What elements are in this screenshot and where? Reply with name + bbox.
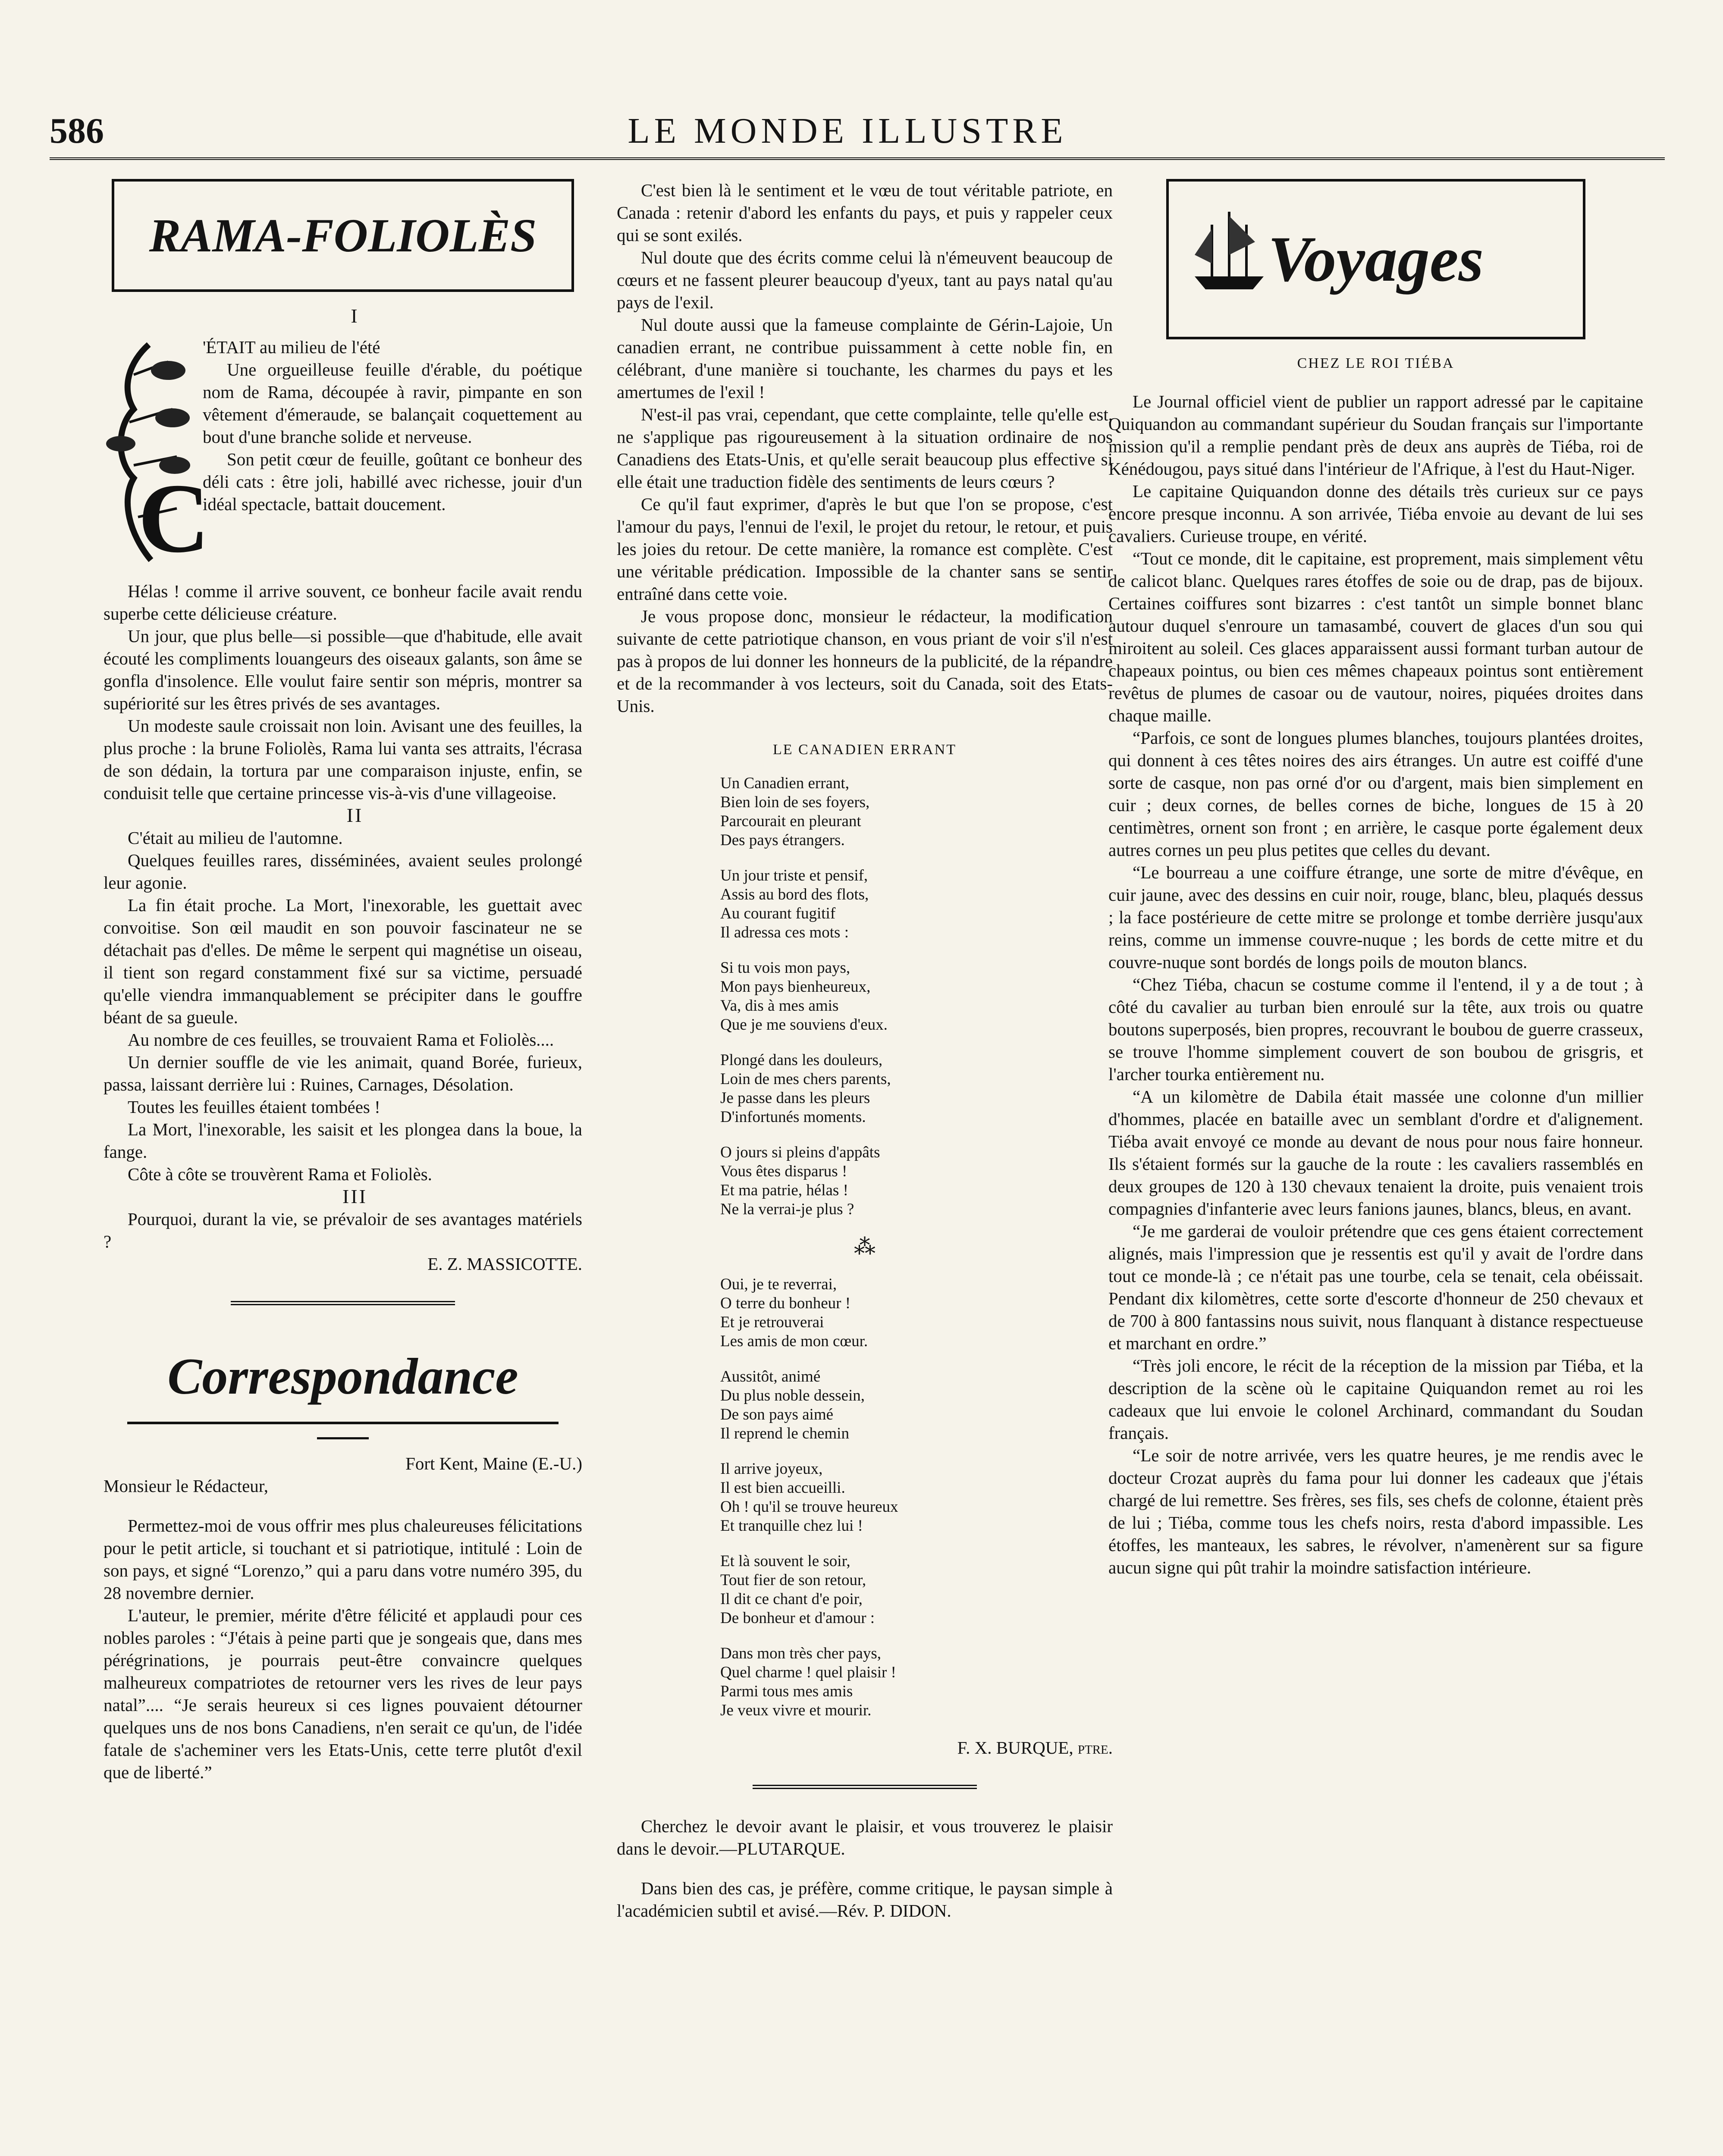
paragraph: L'auteur, le premier, mérite d'être félicité et applaudi pour ces nobles paroles : “J'étais à peine parti que je songeais que, dans mes pérégrinations, je pourrais peut-être convaincre quelques malheureux compatriotes de retourner vers les rives de leur pays natal”.... “Je serais heureux si ces lignes pouvaient détourner quelques uns de nos bons Canadiens, n'en serait ce qu'un, de l'idée fatale de s'acheminer vers les Etats-Unis, cette terre plutôt d'exil que de liberté.” [104, 1605, 582, 1782]
poem-stanza [720, 1275, 1113, 1351]
paragraph: “Très joli encore, le récit de la réception de la mission par Tiéba, et la description de la scène où le capitaine Quiquandon remet au roi les cadeaux que lui envoie le colonel Archinard, commandant du Soudan français. [1108, 1356, 1643, 1443]
paragraph: Nul doute que des écrits comme celui là n'émeuvent beaucoup de cœurs et ne fassent pleurer beaucoup d'yeux, tant au pays natal qu'au pays de l'exil. [617, 248, 1113, 312]
poem-line: Et je retrouverai [720, 1313, 824, 1331]
masthead: LE MONDE ILLUSTRE [628, 111, 1067, 151]
poem-line: D'infortunés moments. [720, 1108, 866, 1126]
header-rule [50, 157, 1665, 160]
paragraph: Une orgueilleuse feuille d'érable, du poétique nom de Rama, découpée à ravir, pimpante en son vêtement d'émeraude, se balançait coquettement au bout d'une branche solide et nerveuse. [203, 360, 582, 447]
voyages-title: Voyages [1268, 223, 1484, 295]
asterism-divider: ⁂ [854, 1235, 876, 1259]
poem-line: Parmi tous mes amis [720, 1683, 853, 1700]
paragraph: “Le soir de notre arrivée, vers les quatre heures, je me rendis avec le docteur Crozat auprès du fama pour lui donner les cadeaux que j'étais chargé de lui remettre. Ses frères, ses fils, ses chefs de colonne, étaient près de lui ; Tiéba, comme tous les chefs noirs, resta d'abord impassible. Les étoffes, les manteaux, les sabres, le révolver, n'amenèrent sur sa figure aucun signe qui pût trahir la moindre satisfaction intérieure. [1108, 1445, 1643, 1577]
poem-line: Si tu vois mon pays, [720, 959, 851, 977]
poem-line: Oh ! qu'il se trouve heureux [720, 1498, 898, 1516]
poem-line: Aussitôt, animé [720, 1368, 821, 1385]
paragraph: Toutes les feuilles étaient tombées ! [128, 1097, 380, 1117]
poem-line: Au courant fugitif [720, 905, 836, 922]
poem-line: Il adressa ces mots : [720, 924, 849, 941]
svg-text:C: C [138, 463, 210, 573]
section-divider [231, 1301, 455, 1305]
poem-line: De son pays aimé [720, 1406, 834, 1423]
voyages-banner [1166, 179, 1585, 339]
poem-stanza [720, 1051, 1113, 1127]
poem-line: Il est bien accueilli. [720, 1479, 845, 1497]
poem-line: Du plus noble dessein, [720, 1387, 865, 1404]
drop-cap-text [203, 336, 582, 577]
poem-title: LE CANADIEN ERRANT [772, 742, 957, 758]
paragraph: Hélas ! comme il arrive souvent, ce bonheur facile avait rendu superbe cette délicieuse créature. [104, 581, 582, 624]
paragraph: Je vous propose donc, monsieur le rédacteur, la modification suivante de cette patriotique chanson, en vous priant de voir s'il n'est pas à propos de lui donner les honneurs de la publicité, de la répandre et de la recommander à vos lecteurs, soit du Canada, soit des Etats-Unis. [617, 606, 1113, 716]
paragraph: “A un kilomètre de Dabila était massée une colonne d'un millier d'hommes, placée en bataille avec un semblant d'ordre et d'alignement. Tiéba avait envoyé ce monde au devant de nous pour nous faire honneur. Ils s'étaient formés sur la gauche de la route : les cavaliers rassemblés en deux groupes de 120 à 130 chevaux tenaient la droite, puis venaient trois compagnies d'infanterie avec leurs fanions jaunes, blancs, bleus, en avant. [1108, 1087, 1643, 1219]
poem-line: Un jour triste et pensif, [720, 867, 868, 884]
poem-line: Et ma patrie, hélas ! [720, 1181, 848, 1199]
poem-line: Oui, je te reverrai, [720, 1275, 837, 1293]
paragraph: “Chez Tiéba, chacun se costume comme il l'entend, il y a de tout ; à côté du cavalier au turban bien enroulé sur la tête, aux trois ou quatre boutons superposés, bien propres, recouvrant le boubou de guerre crasseux, se trouve l'homme simplement couvert de son boubou de grisgris, et l'archer tourka entièrement nu. [1108, 975, 1643, 1084]
column-1 [104, 179, 582, 1783]
correspondance-banner: Correspondance [127, 1331, 559, 1424]
section-numeral: II [346, 804, 364, 826]
paragraph: “Je me garderai de vouloir prétendre que ces gens étaient correctement alignés, mais l'impression que je ressentis est qu'il y avait de l'ordre dans tout ce monde-là ; ce n'était pas une tourbe, cela se tenait, cela obéissait. Pendant dix kilomètres, cette sorte d'escorte d'honneur de 250 chevaux et de 700 à 800 fantassins nous suivit, nous flanquant à distance respectueuse et marchant en ordre.” [1108, 1221, 1643, 1353]
poem-stanza [720, 774, 1113, 850]
poem-line: De bonheur et d'amour : [720, 1609, 875, 1627]
quotation: Dans bien des cas, je préfère, comme critique, le paysan simple à l'académicien subtil et avisé.—Rév. P. DIDON. [617, 1878, 1113, 1921]
paragraph: “Tout ce monde, dit le capitaine, est proprement, mais simplement vêtu de calicot blanc. Quelques rares étoffes de soie ou de drap, pas de bijoux. Certaines coiffures sont bizarres : c'est tantôt un simple bonnet blanc autour duquel s'enroure un tamasambé, couvert de glaces d'un sou qui miroitent au soleil. Ces glaces apparaissent aussi formant turban autour de chapeaux pointus, ou bien ces mêmes chapeaux pointus sont entièrement revêtus de plumes de casoar ou de vautour, noires, piquées droites dans chaque maille. [1108, 548, 1643, 725]
paragraph: Côte à côte se trouvèrent Rama et Foliolès. [128, 1164, 432, 1184]
paragraph: Permettez-moi de vous offrir mes plus chaleureuses félicitations pour le petit article, si touchant et si patriotique, intitulé : Loin de son pays, et signé “Lorenzo,” qui a paru dans votre numéro 395, du 28 novembre dernier. [104, 1516, 582, 1603]
poem-line: Va, dis à mes amis [720, 997, 839, 1015]
paragraph: Un jour, que plus belle—si possible—que d'habitude, elle avait écouté les compliments louangeurs des oiseaux galants, son âme se gonfla d'insolence. Elle voulut faire sentir son mépris, montrer sa supériorité sur les êtres privés de ses avantages. [104, 626, 582, 713]
paragraph: Un modeste saule croissait non loin. Avisant une des feuilles, la plus proche : la brune Foliolès, Rama lui vanta ses attraits, l'écrasa de son dédain, la tortura par une comparaison injuste, enfin, se conduisit telle que certaine princesse vis-à-vis d'une villageoise. [104, 716, 582, 803]
page-header [50, 110, 1645, 157]
author-signature: F. X. BURQUE, ptre. [957, 1738, 1113, 1758]
spacer [104, 1497, 582, 1514]
paragraph: N'est-il pas vrai, cependant, que cette complainte, telle qu'elle est, ne s'applique pas rigoureusement à la situation ordinaire de nos Canadiens des Etats-Unis, et qu'elle serait beaucoup plus effective si elle était une traduction fidèle des sentiments de leurs cœurs ? [617, 404, 1113, 492]
paragraph: La Mort, l'inexorable, les saisit et les plongea dans la boue, la fange. [104, 1119, 582, 1162]
poem-line: Vous êtes disparus ! [720, 1163, 847, 1180]
paragraph: La fin était proche. La Mort, l'inexorable, les guettait avec convoitise. Son œil maudit en son pouvoir fascinateur ne se détachait pas d'elles. De même le serpent qui magnétise un oiseau, il tient son regard constamment fixé sur sa victime, persuadé qu'elle viendra immanquablement se précipiter dans le gouffre béant de sa gueule. [104, 895, 582, 1027]
poem-line: Des pays étrangers. [720, 831, 845, 849]
salutation: Monsieur le Rédacteur, [104, 1476, 269, 1496]
poem-line: Un Canadien errant, [720, 774, 849, 792]
paragraph: Ce qu'il faut exprimer, d'après le but que l'on se propose, c'est l'amour du pays, l'ennui de l'exil, le projet du retour, le retour, et puis les joies du retour. De cette manière, la romance est complète. C'est une véritable prédication. Impossible de la chanter sans se sentir entraîné dans cette voie. [617, 494, 1113, 604]
section-numeral: III [342, 1185, 367, 1207]
leaf-dropcap-icon [104, 336, 210, 577]
spacer [617, 1860, 1113, 1877]
article-subhead: CHEZ LE ROI TIÉBA [1297, 355, 1455, 371]
paragraph: C'était au milieu de l'automne. [128, 828, 343, 848]
poem-stanza [720, 1143, 1113, 1219]
poem-line: Quel charme ! quel plaisir ! [720, 1664, 896, 1681]
poem-stanza [720, 959, 1113, 1034]
poem-line: Que je me souviens d'eux. [720, 1016, 888, 1034]
drop-cap-block [104, 336, 582, 577]
quotation: Cherchez le devoir avant le plaisir, et vous trouverez le plaisir dans le devoir.—PLUTARQUE. [617, 1816, 1113, 1858]
poem-stanza [720, 1367, 1113, 1443]
poem-line: Et tranquille chez lui ! [720, 1517, 863, 1535]
poem-line: Dans mon très cher pays, [720, 1645, 881, 1662]
paragraph: Quelques feuilles rares, disséminées, avaient seules prolongé leur agonie. [104, 850, 582, 893]
poem-line: Je passe dans les pleurs [720, 1089, 870, 1107]
paragraph: Le capitaine Quiquandon donne des détails très curieux sur ce pays encore presque inconnu. A son arrivée, Tiéba envoie au devant de lui ses cavaliers. Curieuse troupe, en vérité. [1108, 481, 1643, 546]
page-number: 586 [50, 111, 104, 151]
poem-line: Mon pays bienheureux, [720, 978, 871, 996]
paragraph: “Parfois, ce sont de longues plumes blanches, toujours plantées droites, qui donnent à ces têtes noires des airs étranges. Un autre est coiffé d'une sorte de casque, non pas orné d'or ou d'argent, mais bien simplement en cuir ; deux cornes, de belles cornes de biche, longues de 15 à 20 centimètres, ornent son front ; en arrière, le casque porte également deux autres cornes un peu plus petites que celles du devant. [1108, 728, 1643, 860]
poem-line: Il reprend le chemin [720, 1425, 849, 1442]
short-divider [317, 1437, 369, 1439]
poem-line: Tout fier de son retour, [720, 1571, 866, 1589]
poem-line: O terre du bonheur ! [720, 1294, 851, 1312]
poem-line: Et là souvent le soir, [720, 1552, 851, 1570]
poem-stanza [720, 866, 1113, 942]
paragraph: Son petit cœur de feuille, goûtant ce bonheur des déli cats : être joli, habillé avec richesse, jouir d'un idéal spectacle, battait doucement. [203, 449, 582, 514]
poem-line: Plongé dans les douleurs, [720, 1051, 883, 1069]
paragraph: Au nombre de ces feuilles, se trouvaient Rama et Foliolès.... [128, 1030, 554, 1050]
poem-line: Les amis de mon cœur. [720, 1332, 868, 1350]
paragraph: C'est bien là le sentiment et le vœu de tout véritable patriote, en Canada : retenir d'abord les enfants du pays, et puis y rappeler ceux qui se sont exilés. [617, 180, 1113, 245]
paragraph: Un dernier souffle de vie les animait, quand Borée, furieux, passa, laissant derrière lui : Ruines, Carnages, Désolation. [104, 1052, 582, 1094]
paragraph: Nul doute aussi que la fameuse complainte de Gérin-Lajoie, Un canadien errant, ne contribue puissamment à cette noble fin, en célébrant, d'une manière si touchante, les charmes du pays et les amertumes de l'exil ! [617, 315, 1113, 402]
paragraph: “Le bourreau a une coiffure étrange, une sorte de mitre d'évêque, en cuir jaune, avec des dessins en cuir noir, rouge, blanc, bleu, plaqués dessus ; la face postérieure de cette mitre se prolonge et tombe derrière jusqu'aux reins, comme un immense couvre-nuque ; les bords de cette mitre et du couvre-nuque sont bordés de longs poils de mouton blancs. [1108, 862, 1643, 972]
section-numeral: I [351, 305, 359, 327]
paragraph: 'ÉTAIT au milieu de l'été [203, 337, 380, 357]
paragraph: Le Journal officiel vient de publier un rapport adressé par le capitaine Quiquandon au commandant supérieur du Soudan français sur l'importante mission qu'il a remplie pendant près de deux ans auprès de Tiéba, roi de Kénédougou, pays situé dans l'intérieur de l'Afrique, à l'est du Haut-Niger. [1108, 392, 1643, 479]
poem-line: Il dit ce chant d'e poir, [720, 1590, 863, 1608]
poem-line: Ne la verrai-je plus ? [720, 1200, 854, 1218]
poem-line: Loin de mes chers parents, [720, 1070, 891, 1088]
poem-stanza [720, 1644, 1113, 1720]
author-signature: E. Z. MASSICOTTE. [427, 1254, 582, 1274]
poem-line: Bien loin de ses foyers, [720, 793, 870, 811]
section-divider [753, 1785, 977, 1789]
poem-stanza [720, 1460, 1113, 1536]
poem-line: Assis au bord des flots, [720, 886, 869, 903]
rama-foliolès-banner: RAMA-FOLIOLÈS [112, 179, 574, 292]
poem-stanza [720, 1552, 1113, 1628]
poem-line: Parcourait en pleurant [720, 812, 861, 830]
poem-line: O jours si pleins d'appâts [720, 1144, 880, 1161]
column-2 [617, 179, 1113, 1922]
poem-line: Il arrive joyeux, [720, 1460, 823, 1478]
sailing-ship-icon [1186, 203, 1272, 298]
column-3 [1108, 179, 1643, 1579]
poem-line: Je veux vivre et mourir. [720, 1702, 872, 1719]
paragraph: Pourquoi, durant la vie, se prévaloir de ses avantages matériels ? [104, 1209, 582, 1251]
dateline: Fort Kent, Maine (E.-U.) [405, 1454, 582, 1473]
